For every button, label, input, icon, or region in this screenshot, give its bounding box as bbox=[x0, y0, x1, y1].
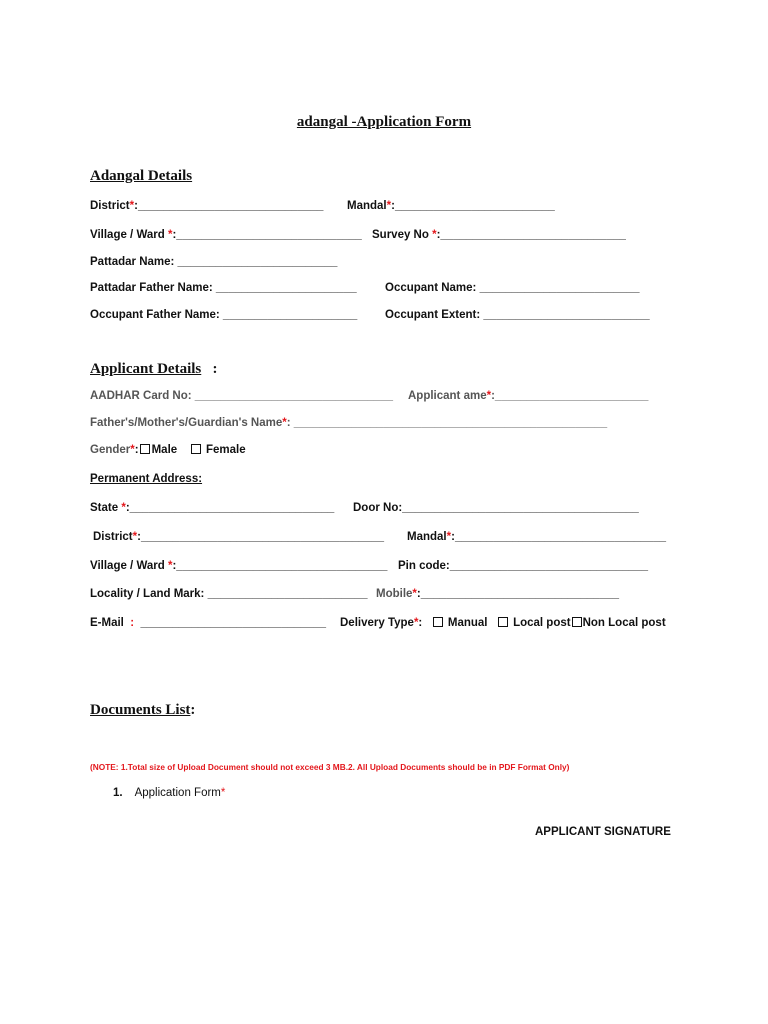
adangal-district-field[interactable] bbox=[90, 200, 323, 212]
delivery-type-field bbox=[340, 617, 666, 629]
female-label: Female bbox=[205, 444, 246, 456]
required-mark: * bbox=[167, 560, 173, 572]
adangal-survey-field[interactable] bbox=[372, 229, 626, 241]
gender-colon: : bbox=[134, 444, 139, 456]
required-mark: * bbox=[129, 200, 135, 212]
documents-list-colon: : bbox=[190, 702, 196, 718]
mandal-label: Mandal bbox=[347, 200, 387, 212]
applicant-details-colon: : bbox=[212, 361, 218, 377]
district-blank: :_____________________________ bbox=[134, 200, 324, 212]
adangal-mandal-field[interactable] bbox=[347, 200, 555, 212]
delivery-colon: : bbox=[418, 617, 423, 629]
occupant-extent-field[interactable]: Occupant Extent: __________________________ bbox=[385, 309, 650, 321]
state-blank: :________________________________ bbox=[125, 502, 335, 514]
required-mark: * bbox=[386, 200, 392, 212]
pin-code-field[interactable]: Pin code:_______________________________ bbox=[398, 560, 649, 572]
gender-label: Gender bbox=[90, 444, 131, 456]
applicant-name-label: Applicant ame bbox=[408, 390, 487, 402]
email-label: E-Mail bbox=[90, 617, 124, 629]
male-label: Male bbox=[151, 444, 178, 456]
district-blank: :______________________________________ bbox=[137, 531, 384, 543]
locality-field[interactable]: Locality / Land Mark: _________________________ bbox=[90, 588, 368, 600]
mobile-label: Mobile bbox=[376, 588, 413, 600]
local-post-checkbox[interactable] bbox=[498, 617, 508, 627]
manual-checkbox[interactable] bbox=[433, 617, 443, 627]
guardian-name-blank: : _________________________________________________ bbox=[286, 417, 608, 429]
document-item-label: Application Form bbox=[134, 787, 221, 799]
documents-list-heading bbox=[90, 702, 195, 719]
state-label: State bbox=[90, 502, 119, 514]
gender-field bbox=[90, 444, 246, 456]
email-colon: : bbox=[130, 617, 135, 629]
mobile-field[interactable] bbox=[376, 588, 619, 600]
applicant-name-blank: :________________________ bbox=[491, 390, 649, 402]
adangal-details-heading: Adangal Details bbox=[90, 168, 193, 184]
applicant-mandal-field[interactable] bbox=[407, 531, 666, 543]
documents-list-label: Documents List bbox=[90, 702, 191, 718]
required-mark: * bbox=[130, 444, 135, 456]
email-blank: _____________________________ bbox=[140, 617, 326, 629]
village-label: Village / Ward bbox=[90, 229, 165, 241]
upload-note: (NOTE: 1.Total size of Upload Document should not exceed 3 MB.2. All Upload Documents should be in PDF Format Only) bbox=[90, 762, 570, 772]
required-mark: * bbox=[412, 588, 417, 600]
female-checkbox[interactable] bbox=[191, 444, 201, 454]
district-label: District bbox=[93, 531, 133, 543]
mobile-blank: :_______________________________ bbox=[416, 588, 620, 600]
pattadar-father-name-field[interactable]: Pattadar Father Name: ______________________ bbox=[90, 282, 357, 294]
delivery-type-label: Delivery Type bbox=[340, 617, 414, 629]
male-checkbox[interactable] bbox=[140, 444, 150, 454]
email-field[interactable] bbox=[90, 617, 326, 629]
pattadar-name-field[interactable]: Pattadar Name: _________________________ bbox=[90, 256, 338, 268]
non-local-post-label: Non Local post bbox=[582, 617, 666, 629]
manual-label: Manual bbox=[447, 617, 488, 629]
non-local-post-checkbox[interactable] bbox=[572, 617, 582, 627]
required-mark: * bbox=[413, 617, 419, 629]
permanent-address-heading: Permanent Address: bbox=[90, 473, 203, 485]
state-field[interactable] bbox=[90, 502, 334, 514]
guardian-name-field[interactable] bbox=[90, 417, 607, 429]
mandal-blank: :_________________________ bbox=[391, 200, 555, 212]
required-mark: * bbox=[132, 531, 138, 543]
village-label: Village / Ward bbox=[90, 560, 165, 572]
required-mark: * bbox=[432, 229, 437, 241]
required-mark: * bbox=[167, 229, 173, 241]
district-label: District bbox=[90, 200, 130, 212]
local-post-label: Local post bbox=[513, 617, 571, 629]
applicant-details-heading bbox=[90, 361, 218, 378]
document-item bbox=[113, 787, 225, 799]
aadhar-card-field[interactable]: AADHAR Card No: _______________________________ bbox=[90, 390, 394, 402]
guardian-name-label: Father's/Mother's/Guardian's Name bbox=[90, 417, 283, 429]
village-blank: :_________________________________ bbox=[172, 560, 388, 572]
occupant-father-name-field[interactable]: Occupant Father Name: _____________________ bbox=[90, 309, 358, 321]
required-mark: * bbox=[220, 787, 226, 799]
applicant-district-field[interactable] bbox=[93, 531, 384, 543]
required-mark: * bbox=[121, 502, 126, 514]
applicant-village-field[interactable] bbox=[90, 560, 387, 572]
required-mark: * bbox=[446, 531, 452, 543]
occupant-name-field[interactable]: Occupant Name: _________________________ bbox=[385, 282, 640, 294]
applicant-name-field[interactable] bbox=[408, 390, 648, 402]
door-no-field[interactable]: Door No:_____________________________________ bbox=[353, 502, 639, 514]
adangal-village-field[interactable] bbox=[90, 229, 362, 241]
form-title: adangal -Application Form bbox=[296, 114, 472, 130]
survey-label: Survey No bbox=[372, 229, 429, 241]
required-mark: * bbox=[486, 390, 492, 402]
village-blank: :_____________________________ bbox=[172, 229, 362, 241]
applicant-signature: APPLICANT SIGNATURE bbox=[535, 826, 671, 838]
survey-blank: :_____________________________ bbox=[436, 229, 626, 241]
required-mark: * bbox=[282, 417, 287, 429]
mandal-label: Mandal bbox=[407, 531, 447, 543]
document-item-number: 1. bbox=[113, 787, 123, 799]
applicant-details-label: Applicant Details bbox=[90, 361, 202, 377]
mandal-blank: :_________________________________ bbox=[451, 531, 666, 543]
